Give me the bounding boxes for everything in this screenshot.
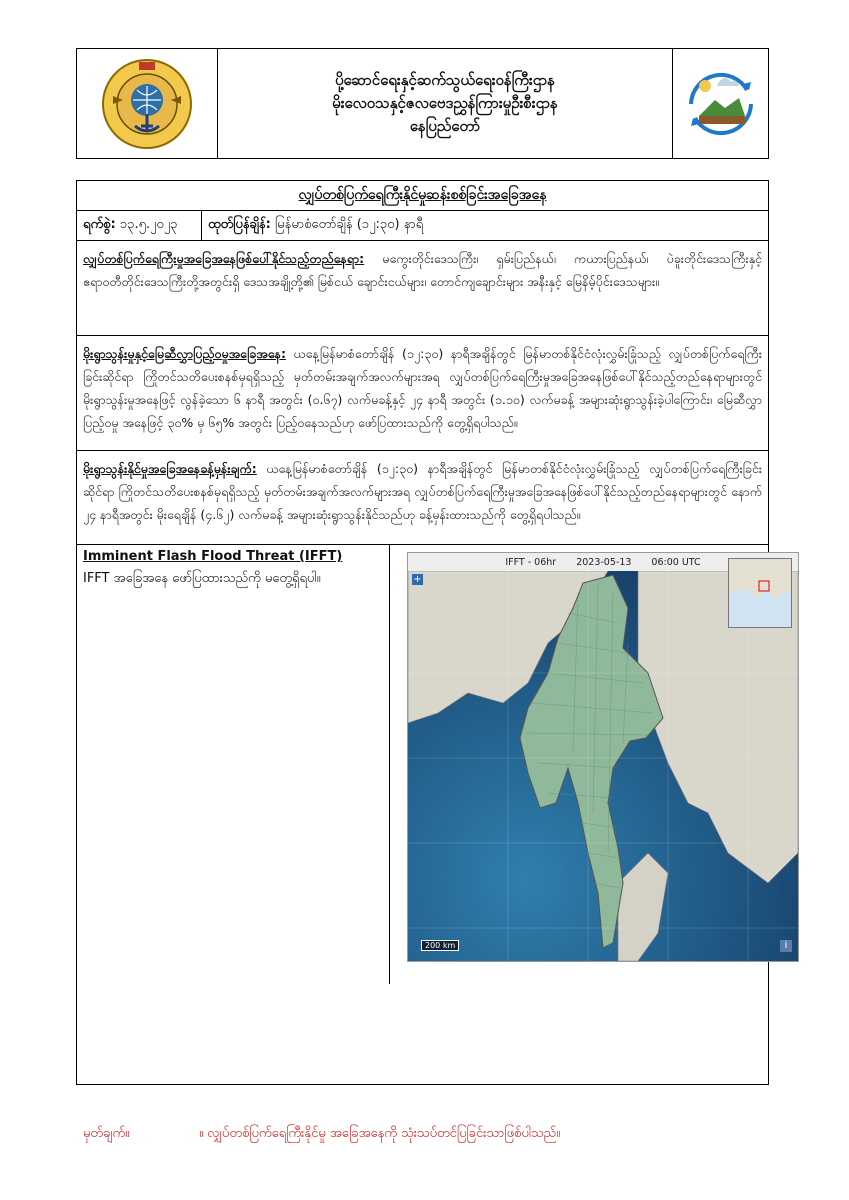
map-scale-bar: 200 km (421, 940, 459, 951)
date-value: ၁၃.၅.၂၀၂၃ (119, 217, 178, 232)
map-product: IFFT - 06hr (505, 556, 557, 568)
date-label: ရက်စွဲ: (83, 217, 116, 232)
note-label: မှတ်ချက်။ (83, 1126, 130, 1141)
issue-time-cell (202, 211, 768, 240)
footer-note (83, 1125, 560, 1144)
forecast-text: ယနေ့မြန်မာစံတော်ချိန် (၁၂:၃၀) နာရီအချိန်တွင် မြန်မာတစ်နိုင်ငံလုံးလွှမ်းခြုံသည့် လျှပ်တစ်ပြက်ရေကြီးခြင်းဆိုင်ရာ ကြိုတင်သတိပေးစနစ်မှရရှိသည့် မှတ်တမ်းအချက်အလက်များအရ လျှပ်တစ်ပြက်ရေကြီးမှုအခြေအနေဖြစ်ပေါ်နိုင်သည့်တည်နေရာများတွင် နောက် ၂၄ နာရီအတွင်း မိုးရေချိန် (၄.၆၂) လက်မခန့် အများဆုံးရွာသွန်းနိုင်သည်ဟု ခန့်မှန်းထားသည်ကို တွေ့ရှိရပါသည်။ (83, 461, 762, 522)
ifft-map[interactable] (407, 552, 799, 962)
water-cycle-icon (679, 62, 763, 146)
forecast-section (77, 451, 768, 545)
inset-globe-icon (729, 559, 791, 627)
ministry-emblem-icon (99, 56, 195, 152)
areas-section (77, 241, 768, 336)
rainfall-section (77, 336, 768, 451)
header-box (76, 48, 769, 159)
bulletin-title: လျှပ်တစ်ပြက်ရေကြီးနိုင်မှုဆန်းစစ်ခြင်းအခြေအနေ (77, 181, 768, 211)
forecast-label: မိုးရွာသွန်းနိုင်မှုအခြေအနေခန့်မှန်းချက်: (83, 461, 257, 476)
map-cell (390, 545, 788, 984)
ifft-status: IFFT အခြေအနေ ဖော်ပြထားသည်ကို မတွေ့ရှိရပါ။ (83, 571, 321, 586)
note-text: ။ လျှပ်တစ်ပြက်ရေကြီးနိုင်မှု အခြေအနေကို သုံးသပ်တင်ပြခြင်းသာဖြစ်ပါသည်။ (199, 1126, 561, 1141)
rainfall-text: ယနေ့မြန်မာစံတော်ချိန် (၁၂:၃၀) နာရီအချိန်တွင် မြန်မာတစ်နိုင်ငံလုံးလွှမ်းခြုံသည့် လျှပ်တစ်ပြက်ရေကြီးခြင်းဆိုင်ရာ ကြိုတင်သတိပေးစနစ်မှရရှိသည့် မှတ်တမ်းအချက်အလက်များအရ လျှပ်တစ်ပြက်ရေကြီးမှုအခြေအနေဖြစ်ပေါ်နိုင်သည့်တည်နေရာများတွင် မိုးရွာသွန်းမှုအနေဖြင့် လွန်ခဲ့သော ၆ နာရီ အတွင်း (၀.၆၇) လက်မခန့်နှင့် ၂၄ နာရီ အတွင်း (၁.၁၀) လက်မခန့် အများဆုံးရွာသွန်းခဲ့ပါကြောင်း၊ မြေဆီလွှာပြည့်ဝမှု အနေဖြင့် ၃၀% မှ ၆၅% အတွင်း ပြည့်ဝနေသည်ဟု ဖော်ပြထားသည်ကို တွေ့ရှိရပါသည်။ (83, 346, 762, 430)
date-row (77, 211, 768, 241)
ifft-section (77, 545, 788, 984)
areas-label: လျှပ်တစ်ပြက်ရေကြီးမှုအခြေအနေဖြစ်ပေါ်နိုင်သည့်တည်နေရာ: (83, 251, 365, 266)
date-cell (77, 211, 202, 240)
map-info-button[interactable]: i (780, 940, 792, 952)
rainfall-label: မိုးရွာသွန်းမှုနှင့်မြေဆီလွှာပြည့်ဝမှုအခြေအနေ: (83, 346, 286, 361)
issue-time-value: မြန်မာစံတော်ချိန် (၁၂:၃၀) နာရီ (275, 217, 424, 232)
city-name: နေပြည်တော် (409, 117, 481, 135)
hydro-logo (672, 49, 768, 158)
overview-inset-map[interactable] (728, 558, 792, 628)
issue-time-label: ထုတ်ပြန်ချိန်: (208, 217, 271, 232)
areas-text: မကွေးတိုင်းဒေသကြီး၊ ရှမ်းပြည်နယ်၊ ကယားပြည်နယ်၊ ပဲခူးတိုင်းဒေသကြီးနှင့် ဧရာဝတီတိုင်းဒေသကြီးတို့အတွင်းရှိ ဒေသအချို့တို့၏ မြစ်ငယ် ချောင်းငယ်များ၊ တောင်ကျချောင်းများ အနီးနှင့် မြေနိမ့်ပိုင်းဒေသများ။ (83, 251, 762, 289)
header-titles (218, 49, 672, 158)
ministry-logo (77, 49, 218, 158)
ifft-title: Imminent Flash Flood Threat (IFFT) (83, 549, 343, 564)
ministry-name: ပို့ဆောင်ရေးနှင့်ဆက်သွယ်ရေးဝန်ကြီးဌာန (335, 71, 555, 89)
map-time: 06:00 UTC (651, 556, 701, 568)
bulletin-table (76, 180, 788, 1085)
map-date: 2023-05-13 (576, 556, 632, 568)
zoom-in-button[interactable]: + (413, 574, 422, 585)
ifft-text-cell (77, 545, 390, 984)
department-name: မိုးလေဝသနှင့်ဇလဗေဒညွှန်ကြားမှုဦးစီးဌာန (332, 94, 558, 112)
